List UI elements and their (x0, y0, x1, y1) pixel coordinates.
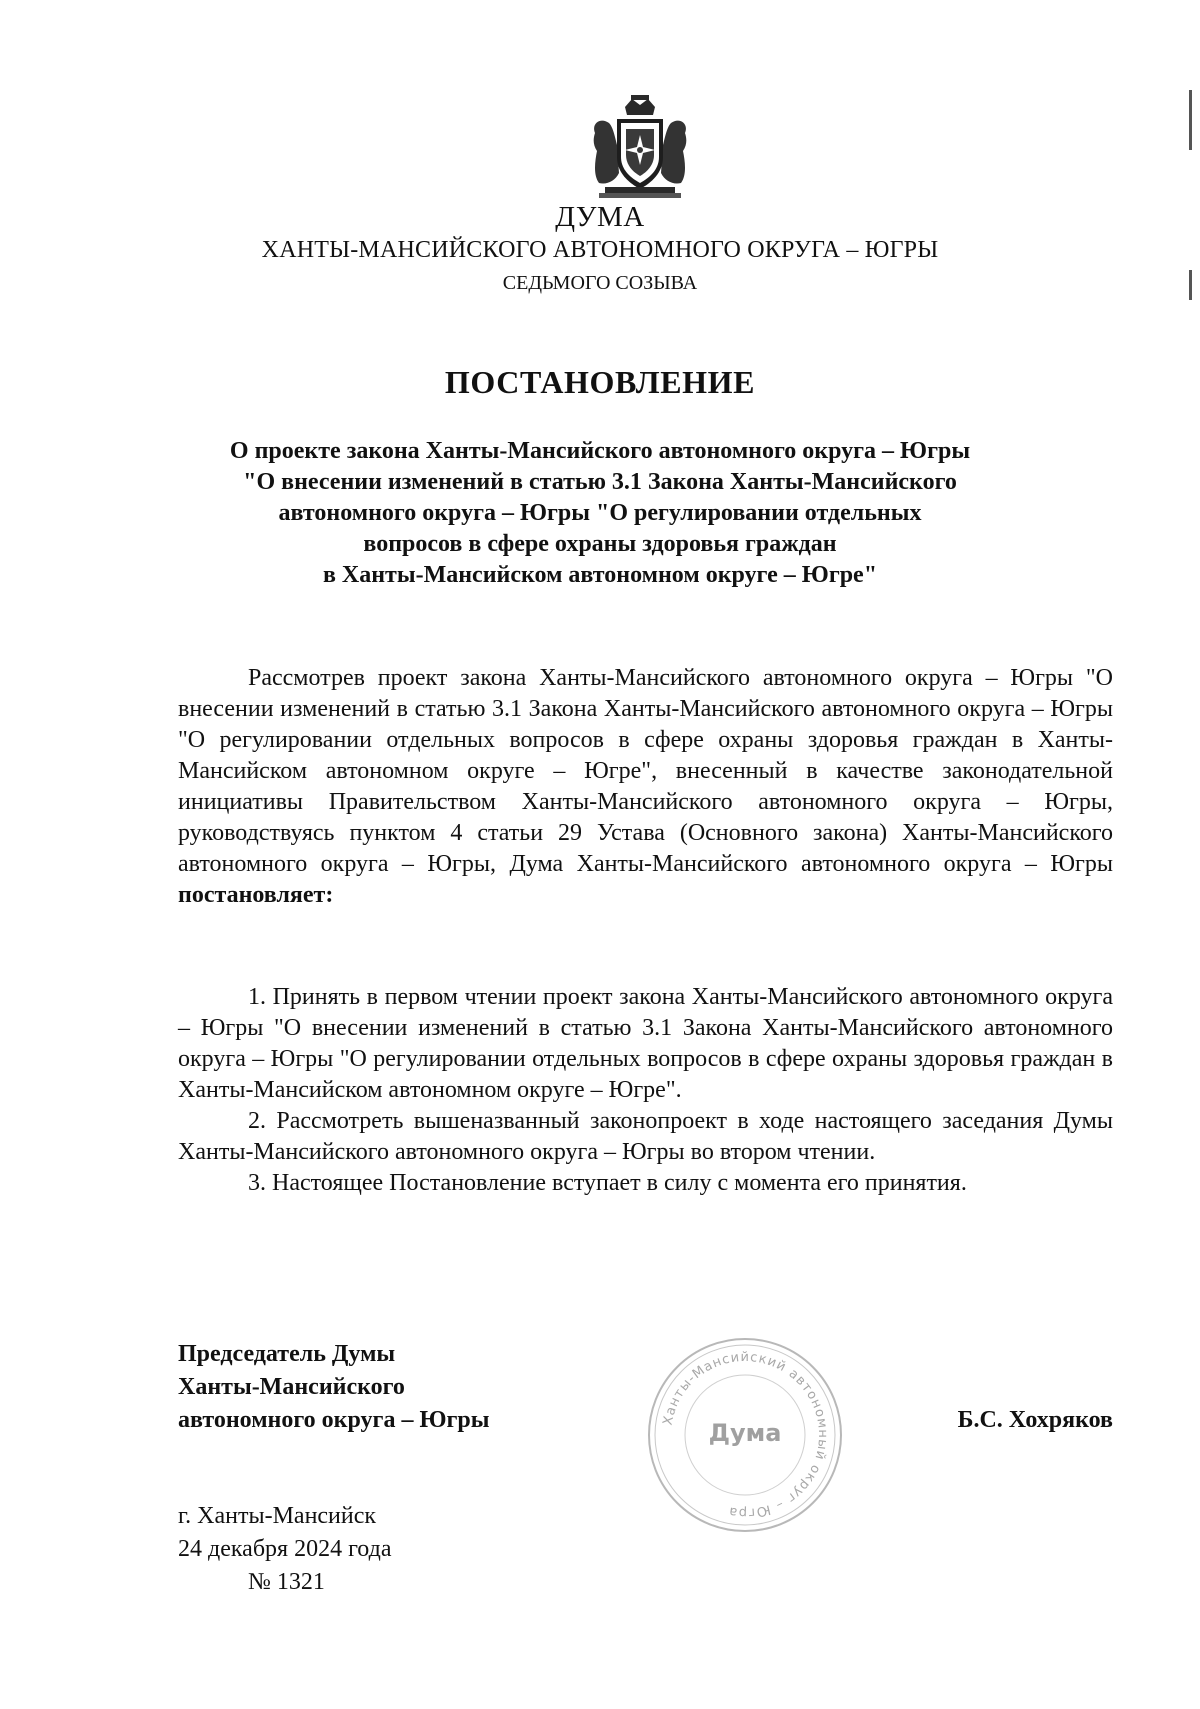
resolution-item: 3. Настоящее Постановление вступает в силу с момента его принятия. (248, 1170, 967, 1196)
subject-line: "О внесении изменений в статью 3.1 Закона Ханты-Мансийского (243, 469, 957, 495)
signatory-title (178, 1338, 489, 1437)
subject-line: вопросов в сфере охраны здоровья граждан (363, 531, 837, 557)
institution-name: ДУМА (555, 201, 645, 233)
signatory-title-line: автономного округа – Югры (178, 1407, 490, 1433)
document-type: ПОСТАНОВЛЕНИЕ (444, 364, 756, 400)
subject-line: О проекте закона Ханты-Мансийского автономного округа – Югры (229, 438, 971, 464)
preamble-paragraph (178, 663, 1113, 911)
scan-edge-mark (1189, 270, 1192, 300)
resolution-item: 2. Рассмотреть вышеназванный законопроект в ходе настоящего заседания Думы Ханты-Мансийского автономного округа – Югры во втором чтении. (178, 1108, 1113, 1165)
resolves-keyword: постановляет: (178, 882, 334, 908)
scan-edge-mark (1189, 90, 1192, 150)
document-subject (160, 436, 1040, 591)
issue-city: г. Ханты-Мансийск (178, 1503, 377, 1529)
region-name: ХАНТЫ-МАНСИЙСКОГО АВТОНОМНОГО ОКРУГА – ЮГРЫ (261, 237, 939, 263)
resolution-items (178, 982, 1113, 1199)
subject-line: в Ханты-Мансийском автономном округе – Югре" (322, 562, 878, 588)
stamp-ring-text: Ханты-Мансийский автономный округ – Югра (660, 1349, 831, 1521)
signatory-name: Б.С. Хохряков (957, 1407, 1113, 1433)
signatory-title-line: Ханты-Мансийского (178, 1374, 405, 1400)
issue-date: 24 декабря 2024 года (178, 1536, 392, 1562)
resolution-item: 1. Принять в первом чтении проект закона Ханты-Мансийского автономного округа – Югры "О внесении изменений в статью 3.1 Закона Ханты-Мансийского автономного округа – Югры "О регулировании отдельных вопросов в сфере охраны здоровья граждан в Ханты-Мансийском автономном округе – Югре". (178, 984, 1113, 1103)
khanty-mansi-coat-of-arms-icon (585, 95, 695, 200)
signatory-title-line: Председатель Думы (178, 1341, 396, 1367)
convocation: СЕДЬМОГО СОЗЫВА (502, 272, 698, 294)
preamble-text: Рассмотрев проект закона Ханты-Мансийского автономного округа – Югры "О внесении изменений в статью 3.1 Закона Ханты-Мансийского автономного округа – Югры "О регулировании отдельных вопросов в сфере охраны здоровья граждан в Ханты-Мансийском автономном округе – Югре", внесенный в качестве законодательной инициативы Правительством Ханты-Мансийского автономного округа – Югры, руководствуясь пунктом 4 статьи 29 Устава (Основного закона) Ханты-Мансийского автономного округа – Югры, Дума Ханты-Мансийского автономного округа – Югры (178, 665, 1113, 877)
official-stamp (645, 1335, 845, 1535)
document-footer (178, 1500, 391, 1599)
document-number: № 1321 (248, 1569, 325, 1595)
stamp-center-text: Дума (708, 1419, 782, 1447)
subject-line: автономного округа – Югры "О регулировании отдельных (278, 500, 922, 526)
